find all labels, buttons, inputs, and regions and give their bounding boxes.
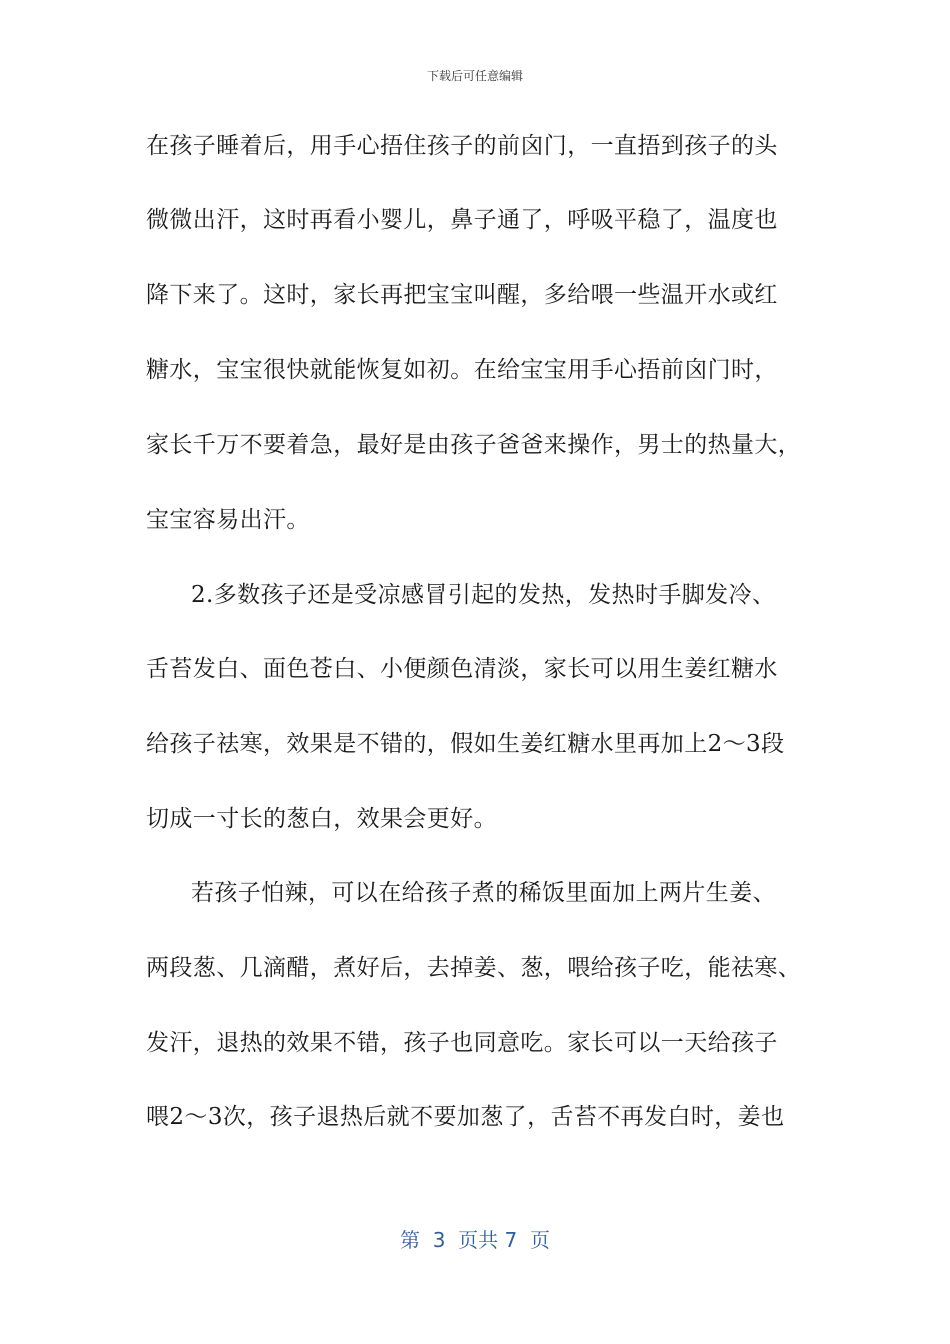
body-line: 微微出汗，这时再看小婴儿，鼻子通了，呼吸平稳了，温度也 — [146, 207, 778, 233]
body-line: 舌苔发白、面色苍白、小便颜色清淡，家长可以用生姜红糖水 — [146, 656, 778, 682]
body-line: 喂2～3次，孩子退热后就不要加葱了，舌苔不再发白时，姜也 — [146, 1104, 785, 1130]
body-line: 降下来了。这时，家长再把宝宝叫醒，多给喂一些温开水或红 — [146, 282, 778, 308]
page-header: 下载后可任意编辑 — [426, 69, 523, 83]
body-line: 两段葱、几滴醋，煮好后，去掉姜、葱，喂给孩子吃，能祛寒、 — [146, 955, 802, 981]
body-line: 家长千万不要着急，最好是由孩子爸爸来操作，男士的热量大， — [146, 432, 802, 458]
body-line: 切成一寸长的葱白，效果会更好。 — [146, 806, 497, 832]
body-line: 若孩子怕辣，可以在给孩子煮的稀饭里面加上两片生姜、 — [191, 880, 776, 906]
body-line: 在孩子睡着后，用手心捂住孩子的前囟门，一直捂到孩子的头 — [146, 133, 778, 159]
body-line: 给孩子祛寒，效果是不错的，假如生姜红糖水里再加上2～3段 — [146, 731, 785, 757]
body-line: 宝宝容易出汗。 — [146, 507, 310, 533]
body-line: 糖水，宝宝很快就能恢复如初。在给宝宝用手心捂前囟门时， — [146, 357, 778, 383]
body-line: 发汗，退热的效果不错，孩子也同意吃。家长可以一天给孩子 — [146, 1030, 778, 1056]
body-line: 2.多数孩子还是受凉感冒引起的发热，发热时手脚发冷、 — [191, 582, 776, 608]
page-number: 第 3 页共 7 页 — [400, 1228, 550, 1252]
